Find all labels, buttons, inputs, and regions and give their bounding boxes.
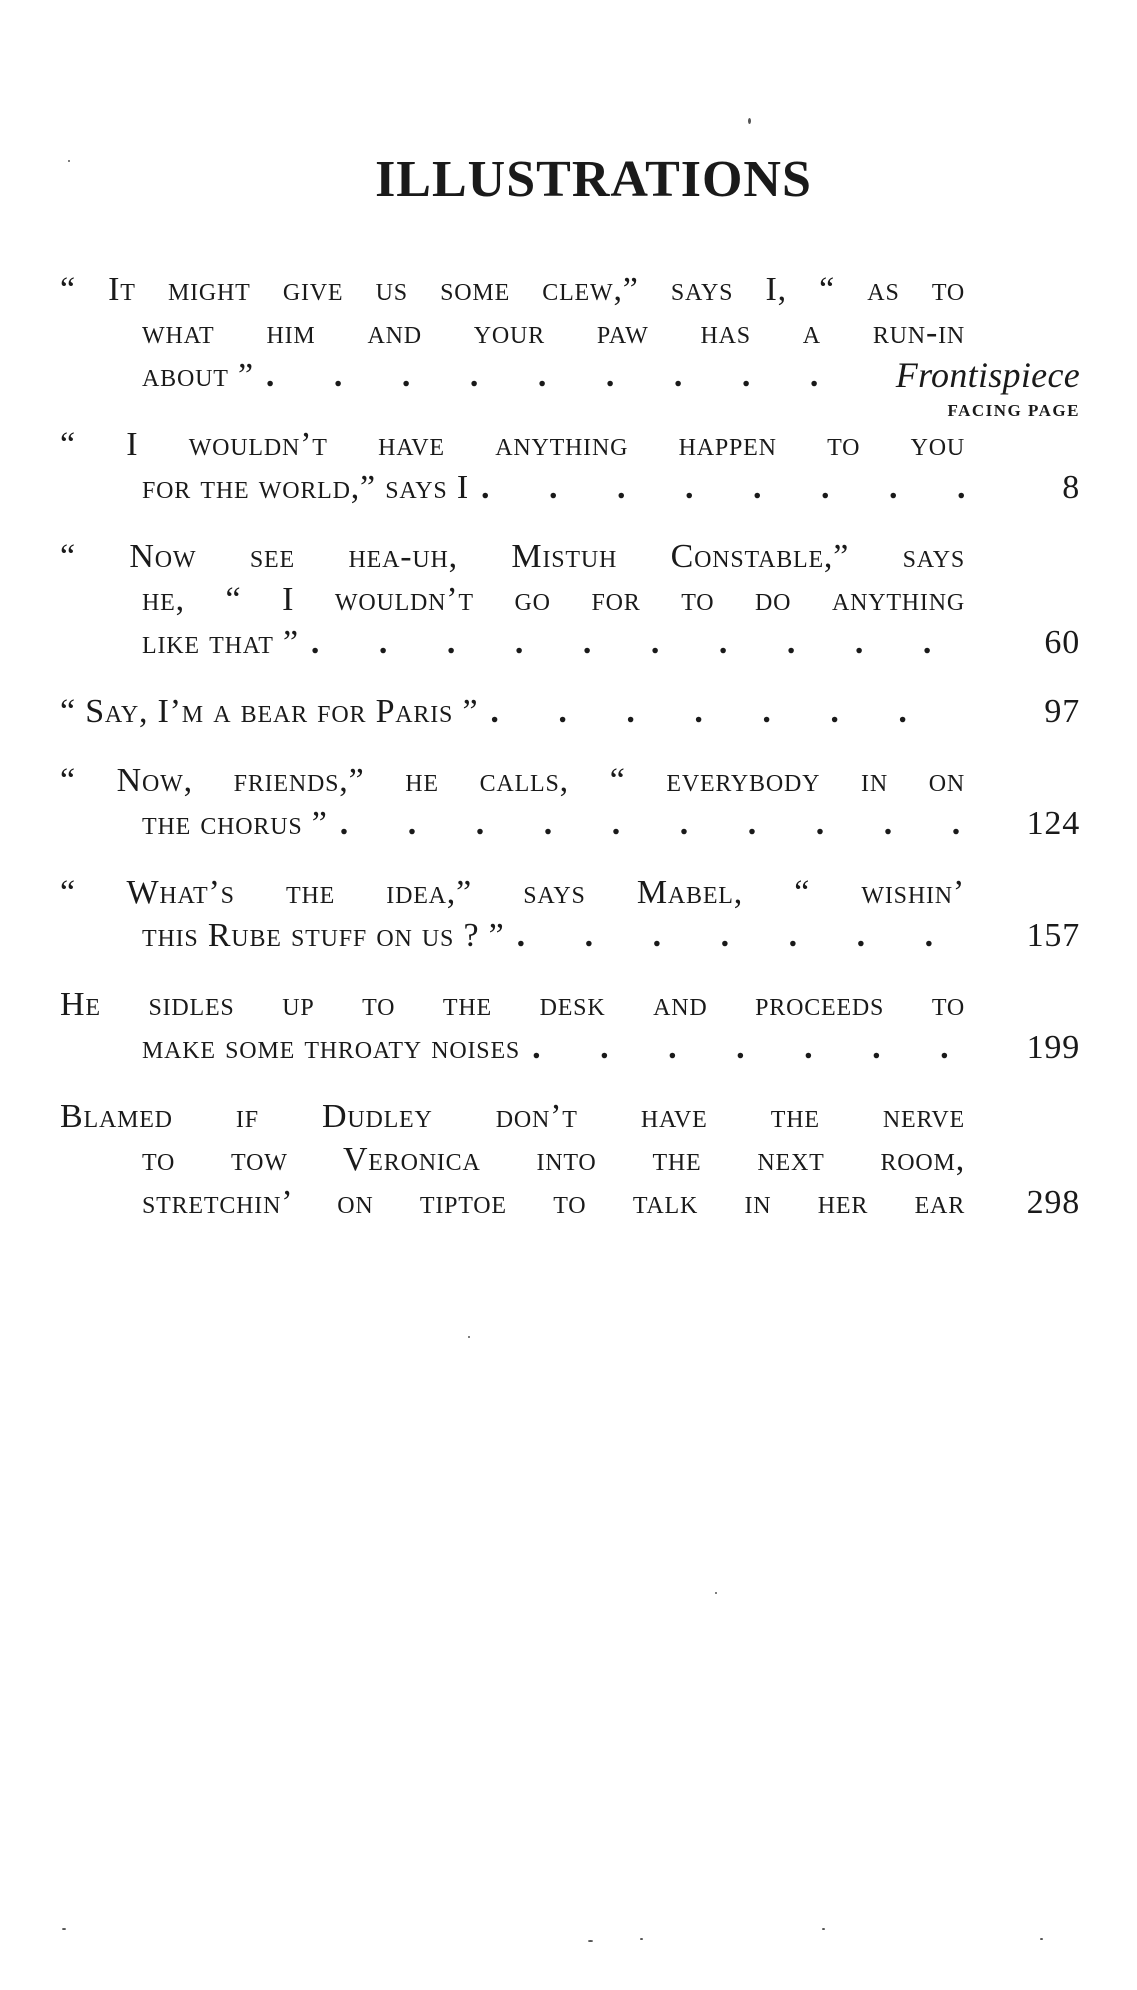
entry-line-text: for the world,” says I [142, 469, 469, 506]
entry-line-last [60, 621, 965, 664]
list-item [60, 1095, 1080, 1224]
entry-line: “ It might give us some clew,” says I, “ as to [60, 271, 965, 308]
entry-line: He sidles up to the desk and proceeds to [60, 986, 965, 1023]
entry-page-number: 298 [1026, 1184, 1080, 1221]
entry-line: Blamed if Dudley don’t have the nerve [60, 1098, 965, 1135]
entry-line: “ I wouldn’t have anything happen to you [60, 426, 965, 463]
scan-speck [715, 1592, 717, 1594]
entry-page-label: Frontispiece [895, 355, 1080, 395]
dot-leader [299, 621, 965, 664]
list-item [60, 871, 1080, 957]
scan-speck [62, 1928, 66, 1930]
entry-line: to tow Veronica into the next room, [142, 1141, 965, 1178]
list-item [60, 268, 1080, 397]
entry-line-last [60, 1026, 965, 1069]
entry-page-number: 157 [1026, 917, 1080, 954]
list-item [60, 535, 1080, 664]
page-title-text: ILLUSTRATIONS [375, 151, 812, 208]
entry-line-text: the chorus ” [142, 805, 328, 842]
page-title [0, 150, 1137, 210]
entry-page-number: 8 [1062, 469, 1080, 506]
dot-leader [520, 1026, 965, 1069]
entry-line-last [60, 690, 965, 733]
list-item [60, 690, 1080, 733]
dot-leader [469, 466, 965, 509]
entry-page-number: 97 [1044, 693, 1080, 730]
entry-line-text: this Rube stuff on us ? ” [142, 917, 505, 954]
entry-line: “ Now see hea-uh, Mistuh Constable,” says [60, 538, 965, 575]
dot-leader [505, 914, 965, 957]
entry-line: “ What’s the idea,” says Mabel, “ wishin’ [60, 874, 965, 911]
entry-line-text: like that ” [142, 624, 299, 661]
entry-line-text: “ Say, I’m a bear for Paris ” [60, 693, 479, 730]
scan-speck [68, 160, 70, 162]
entry-line-text: make some throaty noises [142, 1029, 521, 1066]
entry-line-last [60, 354, 842, 397]
entry-line-last [60, 466, 965, 509]
entry-line-last [60, 914, 965, 957]
scan-speck [640, 1938, 643, 1940]
facing-page-label: FACING PAGE [947, 401, 1080, 420]
scan-speck [1040, 1938, 1043, 1940]
entry-line: stretchin’ on tiptoe to talk in her ear [142, 1184, 965, 1221]
entry-line-text: about ” [142, 357, 254, 394]
dot-leader [254, 354, 842, 397]
scan-speck [822, 1928, 825, 1930]
entry-line: “ Now, friends,” he calls, “ everybody in on [60, 762, 965, 799]
entry-page-number: 199 [1026, 1029, 1080, 1066]
entry-line: what him and your paw has a run-in [142, 314, 965, 351]
entry-line-last [60, 802, 965, 845]
list-item [60, 759, 1080, 845]
scan-speck [468, 1336, 470, 1338]
entry-page-number: 60 [1044, 624, 1080, 661]
dot-leader [478, 690, 965, 733]
list-item [60, 423, 1080, 509]
entry-line: he, “ I wouldn’t go for to do anything [142, 581, 965, 618]
illustrations-list [60, 268, 1080, 1224]
scan-speck [748, 118, 751, 124]
list-item [60, 983, 1080, 1069]
entry-page-number: 124 [1026, 805, 1080, 842]
scan-speck [588, 1940, 593, 1942]
dot-leader [328, 802, 965, 845]
